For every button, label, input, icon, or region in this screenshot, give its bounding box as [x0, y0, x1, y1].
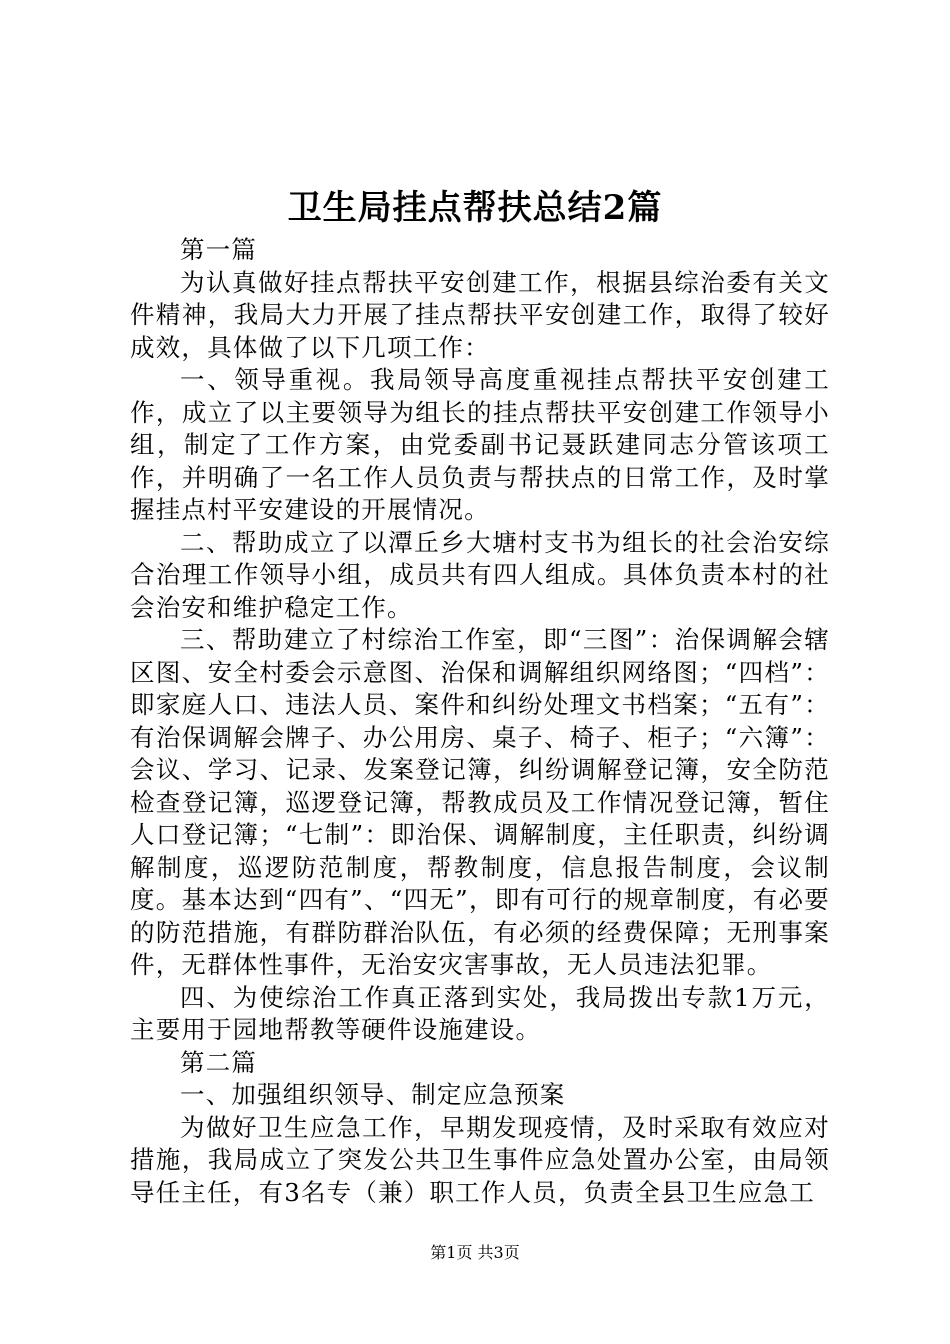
page-footer: 第1页 共3页: [430, 1243, 520, 1262]
section-heading-1: 第一篇: [180, 235, 258, 264]
paragraph-item-1: 一、领导重视。我局领导高度重视挂点帮扶平安创建工作，成立了以主要领导为组长的挂点帮扶平安创建工作领导小组，制定了工作方案，由党委副书记聂跃建同志分管该项工作，并明确了一名工作人员负责与帮扶点的日常工作，及时掌握挂点村平安建设的开展情况。: [130, 365, 830, 524]
document-title: 卫生局挂点帮扶总结2篇: [287, 188, 663, 228]
section-heading-2: 第二篇: [180, 1047, 258, 1077]
paragraph-emergency: 为做好卫生应急工作，早期发现疫情，及时采取有效应对措施，我局成立了突发公共卫生事件应急处置办公室，由局领导任主任，有3名专（兼）职工作人员，负责全县卫生应急工: [130, 1112, 830, 1207]
paragraph-intro: 为认真做好挂点帮扶平安创建工作，根据县综治委有关文件精神，我局大力开展了挂点帮扶平安创建工作，取得了较好成效，具体做了以下几项工作：: [130, 267, 830, 362]
paragraph-item-3: 三、帮助建立了村综治工作室，即“三图”：治保调解会辖区图、安全村委会示意图、治保和调解组织网络图；“四档”：即家庭人口、违法人员、案件和纠纷处理文书档案；“五有”：有治保调解会牌子、办公用房、桌子、椅子、柜子；“六簿”：会议、学习、记录、发案登记簿，纠纷调解登记簿，安全防范检查登记簿，巡逻登记簿，帮教成员及工作情况登记簿，暂住人口登记簿；“七制”：即治保、调解制度，主任职责，纠纷调解制度，巡逻防范制度，帮教制度，信息报告制度，会议制度。基本达到“四有”、“四无”，即有可行的规章制度，有必要的防范措施，有群防群治队伍，有必须的经费保障；无刑事案件，无群体性事件，无治安灾害事故，无人员违法犯罪。: [130, 625, 830, 979]
paragraph-item-2: 二、帮助成立了以潭丘乡大塘村支书为组长的社会治安综合治理工作领导小组，成员共有四人组成。具体负责本村的社会治安和维护稳定工作。: [130, 527, 830, 622]
paragraph-item-4: 四、为使综治工作真正落到实处，我局拨出专款1万元，主要用于园地帮教等硬件设施建设。: [130, 982, 830, 1044]
document-body: [130, 234, 830, 1209]
subheading-1: 一、加强组织领导、制定应急预案: [180, 1080, 566, 1109]
